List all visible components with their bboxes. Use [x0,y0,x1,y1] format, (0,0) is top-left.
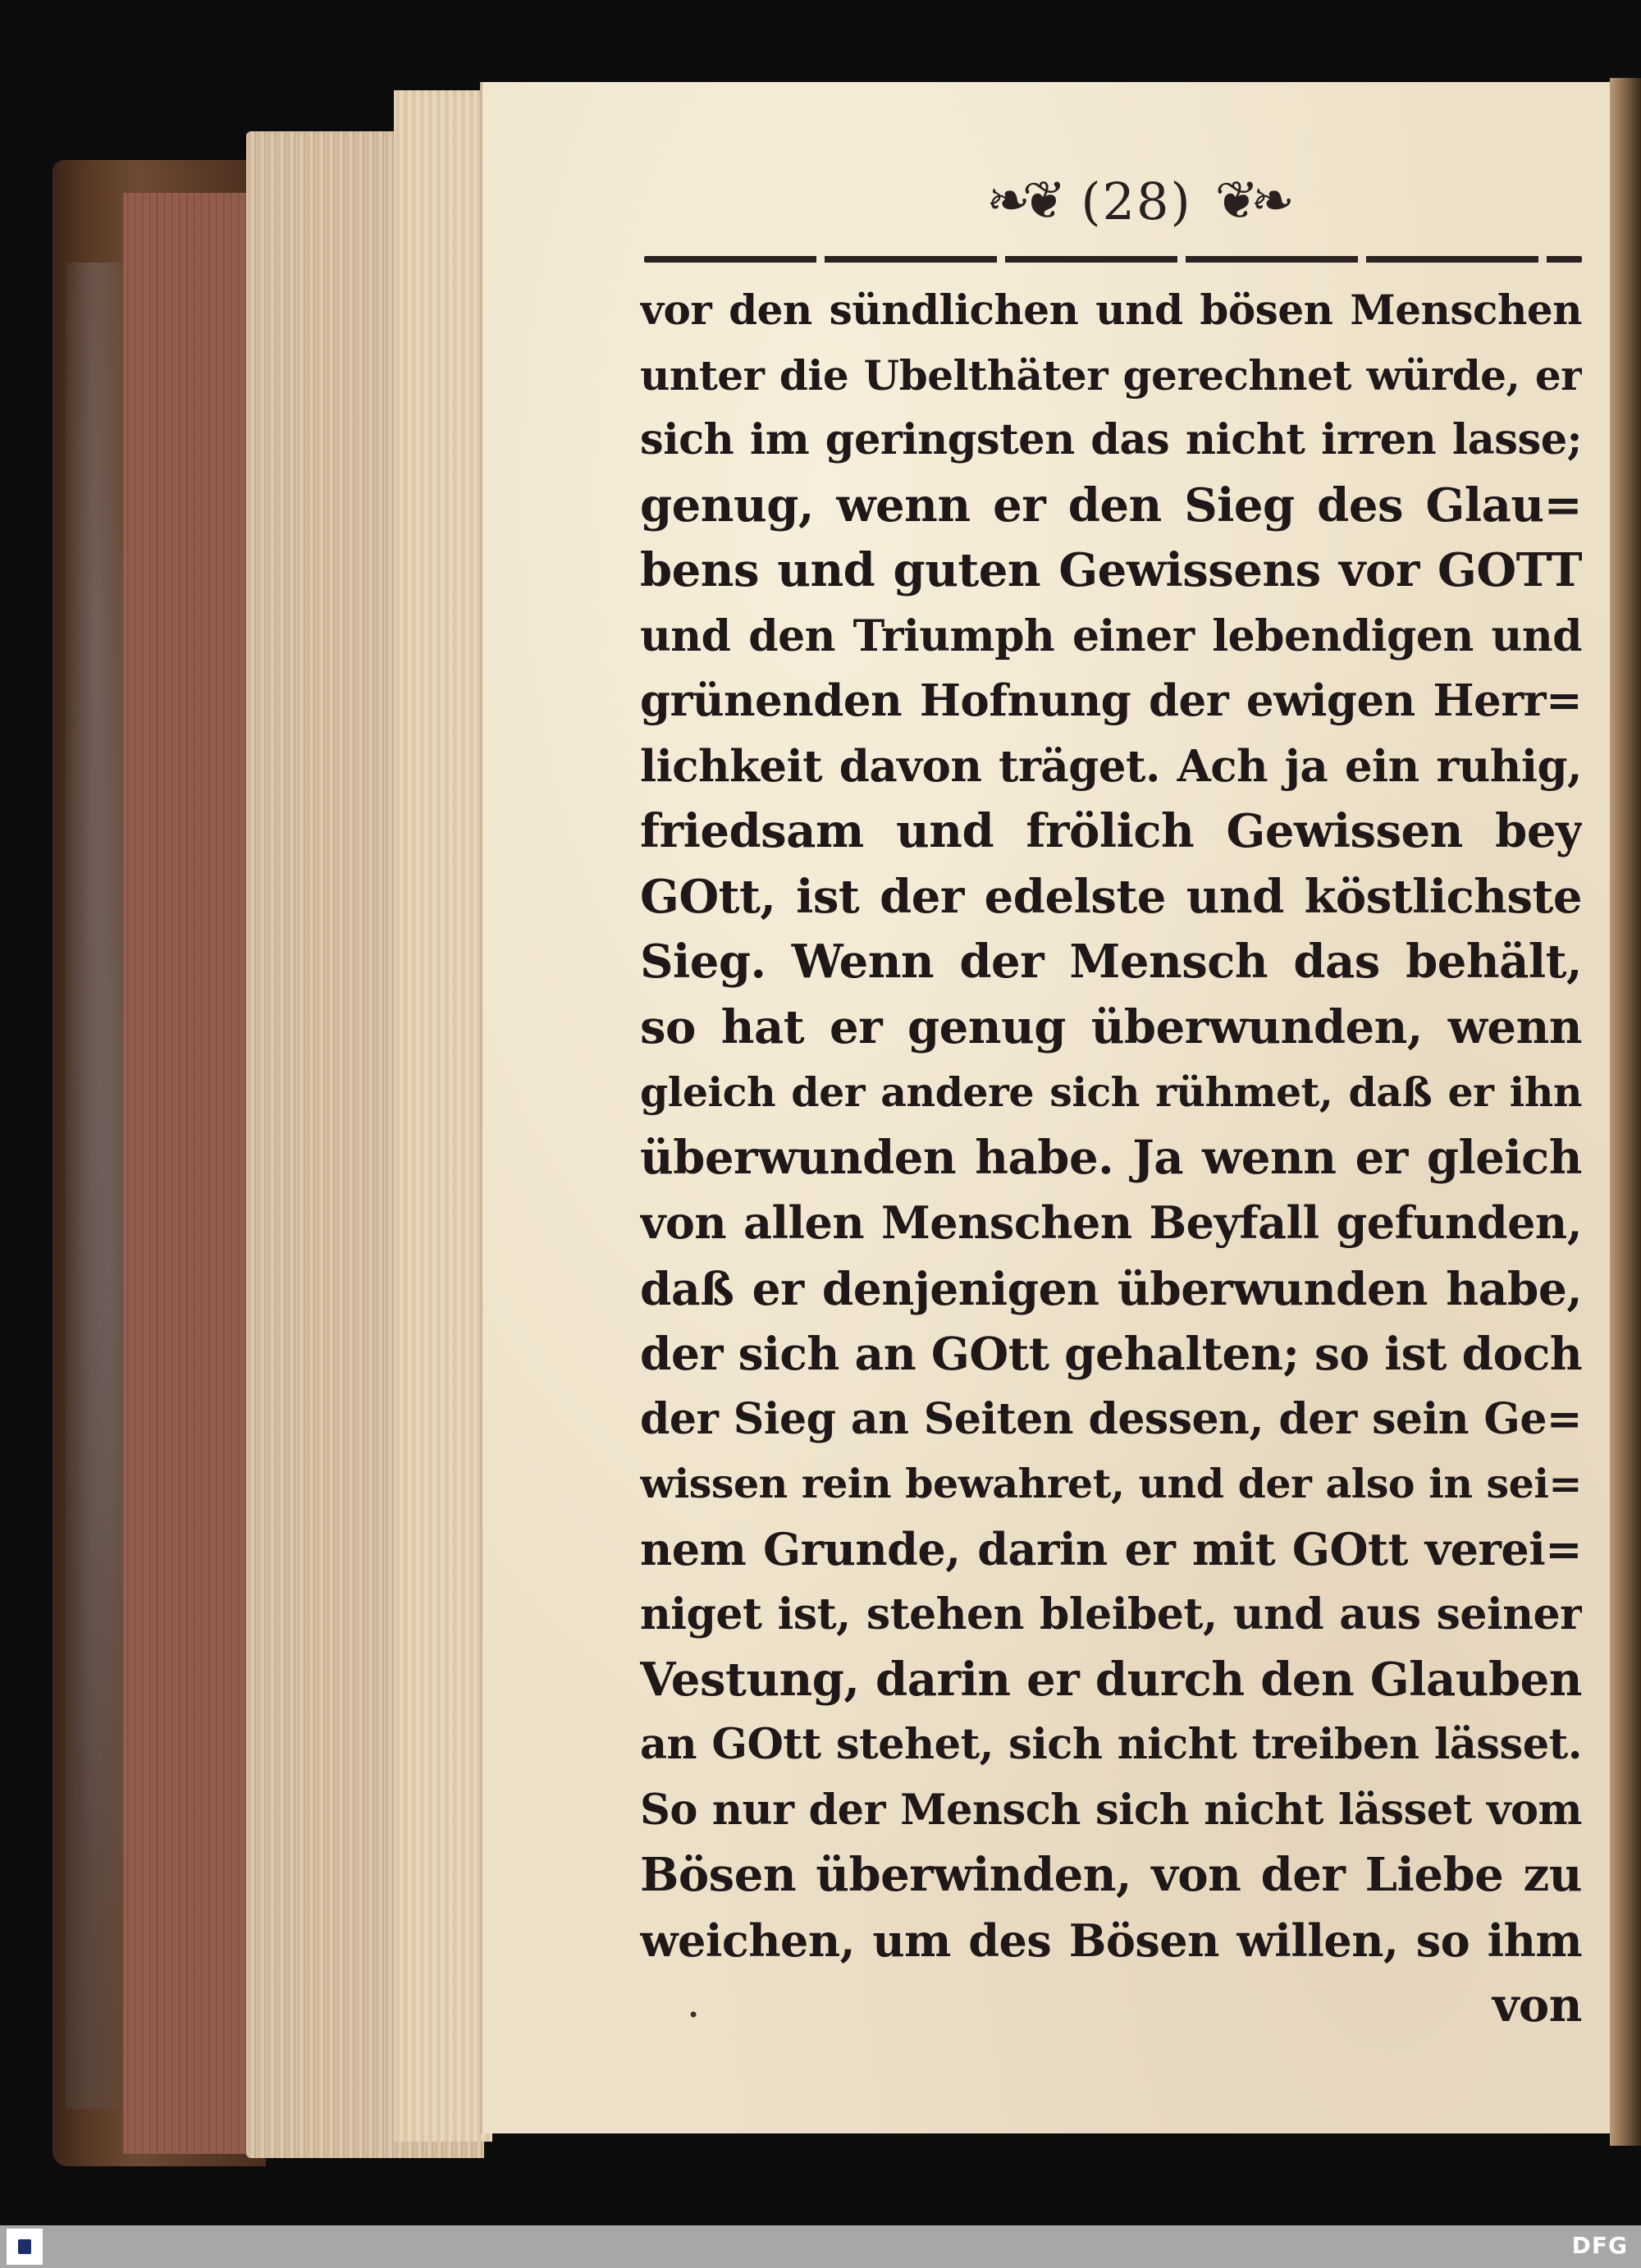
text-line: überwunden habe. Ja wenn er gleich [640,1130,1582,1185]
text-line: daß er denjenigen überwunden habe, [640,1261,1582,1315]
text-line: grünenden Hofnung der ewigen Herr= [640,675,1582,726]
text-line: genug, wenn er den Sieg des Glau= [640,478,1582,533]
text-line: vor den sündlichen und bösen Menschen [640,286,1582,334]
text-line: und den Triumph einer lebendigen und [640,610,1582,661]
text-line: gleich der andere sich rühmet, daß er ihn [640,1068,1582,1116]
logo-mark-icon [18,2239,31,2254]
ornament-left-icon: ❧❦ [986,171,1058,231]
text-line: GOtt, ist der edelste und köstlichste [640,869,1582,924]
text-line: So nur der Mensch sich nicht lässet vom [640,1785,1582,1835]
dfg-logo[interactable]: DFG [1571,2232,1628,2259]
text-line: weichen, um des Bösen willen, so ihm [640,1914,1582,1967]
text-line: von allen Menschen Beyfall gefunden, [640,1196,1582,1249]
text-line: bens und guten Gewissens vor GOTT [640,543,1582,597]
page-header [907,164,1366,238]
text-line: der sich an GOtt gehalten; so ist doch [640,1327,1582,1380]
header-rule [644,256,1582,263]
library-logo-icon[interactable] [7,2229,43,2265]
page-stack-inner [394,90,492,2142]
text-line: friedsam und frölich Gewissen bey [640,804,1582,858]
viewer-footer-bar [0,2225,1641,2268]
text-line: so hat er genug überwunden, wenn [640,999,1582,1054]
text-line: niget ist, stehen bleibet, und aus seiner [640,1589,1582,1639]
text-line: nem Grunde, darin er mit GOtt verei= [640,1522,1582,1575]
text-line: der Sieg an Seiten dessen, der sein Ge= [640,1393,1582,1444]
text-line: Vestung, darin er durch den Glauben [640,1652,1582,1707]
body-text [640,277,1582,2039]
page-gutter-edge [1610,78,1641,2146]
text-line: unter die Ubelthäter gerechnet würde, er [640,350,1582,400]
text-line: wissen rein bewahret, und der also in sei= [640,1460,1582,1507]
page-number: (28) [1081,171,1192,231]
catchword: von [1492,1978,1582,2033]
ornament-right-icon: ❦❧ [1214,171,1287,231]
text-line: Sieg. Wenn der Mensch das behält, [640,935,1582,989]
text-line: an GOtt stehet, sich nicht treiben lässet. [640,1720,1582,1769]
text-line: sich im geringsten das nicht irren lasse; [640,415,1582,464]
ink-mark: • [688,2004,700,2027]
text-line: Bösen überwinden, von der Liebe zu [640,1848,1582,1902]
text-line: lichkeit davon träget. Ach ja ein ruhig, [640,740,1582,792]
